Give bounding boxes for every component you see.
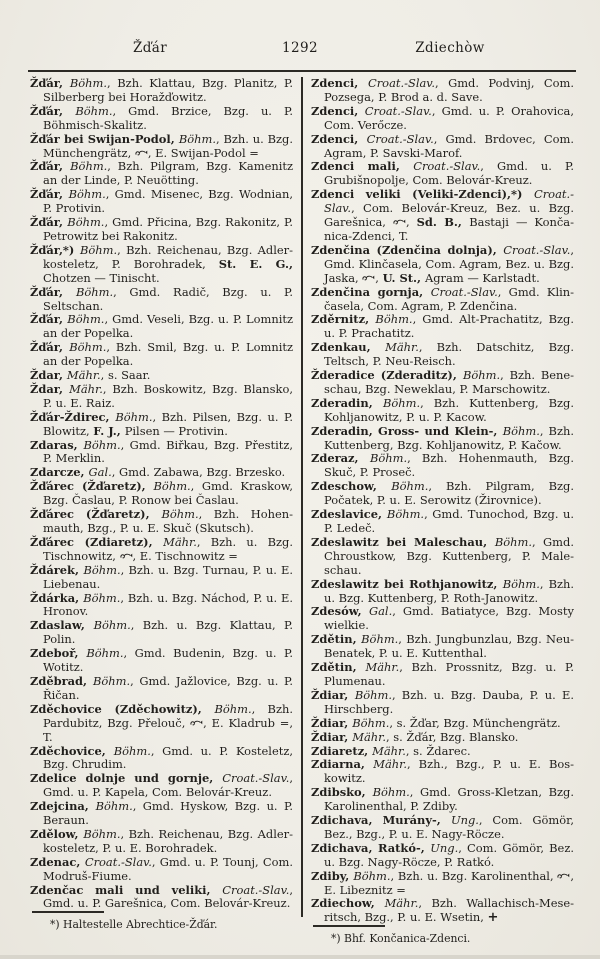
entry-text: , [405,215,417,230]
posthorn-icon [557,869,570,883]
entry [30,313,293,341]
region-label: Böhm. [113,743,151,758]
entry-text: , Bzh. u. Bzg. Klattau, P. Polin. [43,618,293,647]
place-name: Ždiar, [311,729,353,744]
place-name: Žďár, [30,215,68,230]
entry-text: , Bzh. Prossnitz, Bzg. u. P. Plumenau. [324,660,574,688]
region-label: Mähr. [69,381,103,396]
entry-text: , Bzh. u. Bzg. Kuttenberg, P. Roth-Janowitz. [324,576,574,605]
place-name: Zdichava, Murány-, [311,813,451,828]
region-label: Böhm. [68,187,106,202]
entry [311,425,574,453]
entry [311,397,574,425]
entry [30,647,293,675]
entry [30,160,293,188]
region-label: Böhm. [383,395,421,410]
page-number: 1292 [282,40,318,56]
place-name: Zdeboř, [30,646,87,661]
region-label: Böhm. [214,701,252,716]
region-label: Mähr. [372,743,406,758]
place-name: Zdaras, [30,437,84,452]
entry [311,717,574,731]
entry [30,508,293,536]
place-name: Zdichava, Ratkó-, [311,840,431,855]
entry-text: , Gmd. u. P. Grubišnopolje, Com. Belovár-Kreuz. [324,159,574,188]
place-name: Zdiechow, [311,896,385,911]
place-name: Zdejcina, [30,799,96,814]
place-name: Zdenci mali, [311,159,414,174]
entry-text: , Bzh. Smil, Bzg. u. P. Lomnitz an der Popelka. [43,340,294,369]
entry-text: Chotzen — Tinischt. [43,270,160,285]
region-label: Böhm. [361,632,399,647]
entry-text: , s. Ždarec. [405,743,471,758]
footnote: *) Bhf. Končanica-Zdenci. [331,931,471,945]
footnote-rule [313,925,385,926]
region-label: Croat.-Slav. [366,131,434,146]
column-left [30,77,293,929]
entry-text: Pilsen — Protivin. [124,423,228,438]
entry [311,731,574,745]
entry-text: , Gmd. Radič, Bzg. u. P. Seltschan. [43,284,293,313]
entry-text: , Bzh. Datschitz, Bzg. Teltsch, P. Neu-Reisch. [324,340,574,369]
region-label: Böhm. [69,76,108,90]
place-name: Zdenčac mali und veliki, [30,882,223,897]
entry-text: , Bzh. Jungbunzlau, Bzg. Neu-Benatek, P. u. E. Kuttenthal. [324,632,574,661]
place-name: Zdenci, [311,131,367,146]
header-keyword-right: Zdiechòw [415,40,485,56]
region-label: Mähr. [385,340,419,355]
entry [311,286,574,314]
railway-abbr: St. E. G., [218,256,293,271]
region-label: Böhm. [352,715,390,730]
entry-text: , Bzh. Pilgram, Bzg. Kamenitz an der Linde, P. Neuötting. [43,159,293,188]
place-name: Zdeslawitz bei Rothjanowitz, [311,576,503,591]
footnote-block-right [311,925,574,958]
entry-text: , Bzh. Kuttenberg, Bzg. Kohljanowitz, P. Kačow. [324,423,574,452]
place-name: Žďár bei Swijan-Podol, [30,131,179,146]
entry-text: , E. Libeznitz = [324,868,575,897]
entry [311,133,574,161]
footnote-block-left [30,911,293,944]
place-name: Žďár, [30,76,70,90]
place-name: Zdenci, [311,76,368,90]
header-keyword-left: Žďár [132,40,168,56]
entry [30,244,293,286]
region-label: Böhm. [83,562,121,577]
entry-text: , Gmd. Chroustkow, Bzg. Kuttenberg, P. Maleschau. [324,534,574,577]
place-name: Zdenčina (Zdenčina dolnja), [311,242,504,257]
entry [311,758,574,786]
region-label: Böhm. [70,159,108,174]
entry [30,133,293,161]
region-label: Böhm. [83,437,121,452]
region-label: Böhm. [178,131,217,146]
region-label: Böhm. [370,451,408,466]
entry-text: , s. Žďar, Bzg. Münchengrätz. [389,715,561,730]
region-label: Böhm. [354,687,392,702]
region-label: Böhm. [353,868,391,883]
entry [30,105,293,133]
entry [311,842,574,870]
place-name: Ždar, [30,381,70,396]
posthorn-icon [393,215,406,229]
entry [30,675,293,703]
entry-text: , Gmd. u. P. Orahovica, Com. Verőcze. [324,103,574,132]
entry [30,411,293,439]
entry [311,508,574,536]
railway-abbr: Sd. B., [416,215,470,230]
region-label: Böhm. [95,799,133,814]
entry-text: Agram — Karlstadt. [424,270,540,285]
region-label: Böhm. [502,423,540,438]
entry [30,856,293,884]
place-name: Zdělow, [30,826,84,841]
entry-text: , Bzh. Reichenau, Bzg. Adlerkosteletz, P. Borohradek, [43,242,293,271]
region-label: Böhm. [494,534,532,549]
place-name: Zdenčina gornja, [311,284,431,299]
place-name: Zdenkau, [311,340,386,355]
entry-text: , Bzh. Beneschau, Bzg. Neweklau, P. Marschowitz. [324,368,574,396]
column-divider [301,77,303,917]
entry-text: , Bzh. u. Bzg. Turnau, P. u. E. Liebenau. [43,562,293,591]
entry [30,77,293,105]
entry-text: , Gmd. Brdovec, Com. Agram, P. Savski-Marof. [324,131,574,160]
region-label: Croat.-Slav. [367,76,436,90]
entry-text: , Com. Gömör, Bez., Bzg., P. u. E. Nagy-Röcze. [324,813,574,841]
entry [30,216,293,244]
entry-text: , Bzh. Boskowitz, Bzg. Blansko, P. u. E. Raiz. [43,381,293,410]
place-name: Žderadice (Zderaditz), [311,368,463,383]
place-name: Zderadin, Gross- und Klein-, [311,423,503,438]
place-name: Žďár, [30,284,76,299]
entry [311,633,574,661]
region-label: Böhm. [391,479,429,494]
place-name: Zdenci, [311,103,365,118]
region-label: Ung. [430,840,459,855]
region-label: Böhm. [69,340,107,355]
place-name: Žďár, [30,159,71,174]
region-label: Böhm. [153,479,191,494]
entry-text: , Gmd. Zabawa, Bzg. Brzesko. [111,465,286,480]
region-label: Mähr. [373,757,407,772]
entry-text: , Gmd. u. P. Kapela, Com. Belovár-Kreuz. [43,771,293,800]
entry [30,828,293,856]
entry-text: , Bzh. Wallachisch-Meseritsch, Bzg., P. u. E. Wsetin, [324,896,574,925]
place-name: Zdenci veliki (Veliki-Zdenci),*) [311,187,534,202]
entry-text: , Gmd. Brzice, Bzg. u. P. Böhmisch-Skalitz. [43,103,293,132]
entry [311,578,574,606]
header-rule [28,70,576,72]
place-name: Žďár, [30,103,76,118]
entry-text: Bastaji — Končanica-Zdenci, T. [324,215,574,243]
place-name: Žďár, [30,187,69,202]
entry-text: , Gmd. Jažlovice, Bzg. u. P. Řičan. [43,673,293,702]
entry [30,745,293,773]
entry-text: , [375,270,383,285]
region-label: Ung. [450,813,479,828]
entry-text: , E. Swijan-Podol = [147,145,259,160]
place-name: Zděrnitz, [311,312,376,327]
place-name: Zdeslavice, [311,507,387,522]
region-label: Gal. [88,465,112,480]
column-right [311,76,575,945]
place-name: Zdiarna, [311,757,374,772]
entry-text: , Bzh. u. Bzg. Náchod, P. u. E. Hronov. [43,590,293,619]
entry-text: , Gmd. Podvinj, Com. Pozsega, P. Brod a. d. Save. [324,76,574,104]
place-name: Zděbrad, [30,673,93,688]
entry [311,105,574,133]
entry-text: , Gmd. Budenin, Bzg. u. P. Wotitz. [43,646,294,675]
place-name: Zděchovice, [30,743,114,758]
place-name: Zdenac, [30,854,85,869]
place-name: Zdeschow, [311,479,392,494]
place-name: Žďár, [30,312,68,327]
entry [311,341,574,369]
place-name: Zdesów, [311,604,369,619]
region-label: Böhm. [86,646,124,661]
entry [311,605,574,633]
entry-text: , Gmd. Klinčasela, Com. Agram, Bez. u. Bzg. Jaska, [324,242,574,285]
entry [311,452,574,480]
entry-text: , Bzh. Hohenmauth, Bzg. Skuč, P. Proseč. [324,451,574,480]
entry-text: , E. Kladrub =, T. [43,715,294,744]
entry-text: , Bzh. u. Bzg. Dauba, P. u. E. Hirschberg. [324,687,574,716]
region-label: Mähr. [352,729,387,744]
entry-text: , Gmd. Hyskow, Bzg. u. P. Beraun. [43,799,294,828]
entry-text: , Bzh. Pilgram, Bzg. Počatek, P. u. E. Serowitz (Žirovnice). [324,479,574,508]
region-label: Croat.-Slav. [413,159,481,174]
region-label: Mähr. [384,896,419,911]
cross-icon: + [487,910,499,926]
entry-text: , Gmd. u. P. Garešnica, Com. Belovár-Kreuz. [43,882,293,911]
footnote-rule [32,911,104,912]
entry [30,619,293,647]
entry-text: , Gmd. Batiatyce, Bzg. Mosty wielkie. [324,604,574,633]
entry-text: , E. Tischnowitz = [132,548,238,563]
place-name: Ždárka, [30,590,84,605]
entry [311,870,574,898]
entry [30,383,293,411]
entry-text: , s. Žďár, Bzg. Blansko. [386,729,519,744]
entry-text: , Bzh. Kuttenberg, Bzg. Kohljanowitz, P. u. P. Kacow. [324,395,574,424]
region-label: Böhm. [386,507,425,522]
place-name: Žďárec (Zdiaretz), [30,534,164,549]
entry [311,77,574,105]
entry [30,286,293,314]
entry-text: , Gmd. Gross-Kletzan, Bzg. Karolinenthal, P. Zdiby. [324,785,574,814]
place-name: Žďár, [30,340,70,355]
entry-text: , Gmd. Misenec, Bzg. Wodnian, P. Protivin. [43,187,293,216]
posthorn-icon [362,271,375,285]
region-label: Böhm. [93,618,131,633]
place-name: Zdaslaw, [30,618,94,633]
place-name: Žďárec (Žďaretz), [30,507,162,522]
entry-list-right [311,77,574,925]
entry [30,592,293,620]
region-label: Böhm. [115,409,153,424]
entry [30,341,293,369]
place-name: Zdarcze, [30,465,89,480]
entry [30,772,293,800]
region-label: Böhm. [375,312,413,327]
entry [311,897,574,925]
posthorn-icon [120,549,133,563]
region-label: Croat.-Slav. [84,854,152,869]
place-name: Žďárec (Žďaretz), [30,479,154,494]
entry [30,564,293,592]
entry-text: , Bzh., Bzg., P. u. E. Boskowitz. [324,757,574,786]
entry-text: , Gmd. Alt-Prachatitz, Bzg. u. P. Prachatitz. [324,312,574,341]
region-label: Böhm. [83,826,121,841]
place-name: Ždar, [30,368,67,383]
region-label: Böhm. [67,312,105,327]
region-label: Mähr. [365,660,400,675]
text-columns [30,76,578,945]
footnote: *) Haltestelle Abrechtice-Žďár. [50,917,218,931]
entry [30,369,293,383]
entry [311,786,574,814]
entry [30,703,293,745]
entry-text: , Bzh. Pardubitz, Bzg. Přelouč, [43,701,293,730]
entry [30,800,293,828]
place-name: Zdětin, [311,632,362,647]
entry-text: , Gmd. Veseli, Bzg. u. P. Lomnitz an der Popelka. [43,312,293,341]
place-name: Ždárek, [30,562,84,577]
railway-abbr: F. J., [93,423,125,438]
region-label: Böhm. [92,673,131,688]
entry-text: , Bzh. u. Bzg. Tischnowitz, [43,534,293,563]
place-name: Zdibsko, [311,785,373,800]
entry [311,814,574,842]
entry-text: , Bzh. u. Bzg. Karolinenthal, [390,868,558,883]
page-header [0,40,600,66]
entry [30,188,293,216]
region-label: Croat.-Slav. [222,771,290,786]
entry [311,369,574,397]
entry [311,536,574,578]
entry [30,466,293,480]
region-label: Croat.-Slav. [503,242,571,257]
entry [311,188,574,244]
posthorn-icon [190,716,203,730]
place-name: Zdiby, [311,868,354,883]
region-label: Böhm. [372,785,410,800]
region-label: Böhm. [462,368,501,383]
entry-text: , Gmd. Klinčasela, Com. Agram, P. Zdenčina. [324,284,574,313]
region-label: Croat.-Slav. [430,284,498,299]
entry-text: , Gmd. u. P. Tounj, Com. Modruš-Fiume. [43,854,293,883]
region-label: Böhm. [83,590,121,605]
entry [311,745,574,759]
region-label: Böhm. [67,215,105,230]
entry-text: , Bzh. Klattau, Bzg. Planitz, P. Silberberg bei Horažďowitz. [43,76,293,104]
entry [311,661,574,689]
entry-text: , s. Saar. [100,368,151,383]
railway-abbr: U. St., [382,270,425,285]
region-label: Gal. [368,604,393,619]
posthorn-icon [135,146,148,160]
entry-text: , Com. Belovár-Kreuz, Bez. u. Bzg. Garešnica, [324,201,574,230]
entry [311,160,574,188]
entry-list-left [30,77,293,911]
entry [311,480,574,508]
entry-text: , Bzh. u. Bzg. Münchengrätz, [43,131,293,160]
entry [30,439,293,467]
place-name: Zdiaretz, [311,743,373,758]
region-label: Mähr. [66,368,101,383]
region-label: Mähr. [163,534,197,549]
entry [311,313,574,341]
entry [311,244,574,286]
entry-text: , Gmd. u. P. Kosteletz, Bzg. Chrudim. [43,743,293,772]
entry-text: , Gmd. Kraskow, Bzg. Časlau, P. Ronow bei Časlau. [43,479,293,508]
entry-text: , Bzh. Hohenmauth, Bzg., P. u. E. Skuč (Skutsch). [43,507,293,535]
entry-text: , Com. Gömör, Bez. u. Bzg. Nagy-Röcze, P. Ratkó. [324,840,574,869]
entry-text: , Gmd. Tunochod, Bzg. u. P. Ledeč. [324,507,575,535]
region-label: Croat.-Slav. [364,103,432,118]
entry [30,480,293,508]
region-label: Croat.-Slav. [222,882,290,897]
place-name: Ždiar, [311,715,353,730]
region-label: Böhm. [75,103,113,118]
entry-text: , Bzh. Pilsen, Bzg. u. P. Blowitz, [43,409,293,438]
place-name: Zděchovice (Zděchowitz), [30,701,215,716]
entry-text: , Gmd. Biřkau, Bzg. Přestitz, P. Merklin. [43,437,293,466]
entry [30,884,293,912]
place-name: Zdětin, [311,660,366,675]
entry-text: , Gmd. Přicina, Bzg. Rakonitz, P. Petrowitz bei Rakonitz. [43,215,293,243]
region-label: Böhm. [75,284,114,299]
place-name: Žďár,*) [30,242,80,257]
region-label: Croat.-Slav. [324,187,574,216]
entry [30,536,293,564]
place-name: Zderaz, [311,451,371,466]
place-name: Zderadin, [311,395,384,410]
entry [311,689,574,717]
place-name: Zdelice dolnje und gornje, [30,771,223,786]
place-name: Ždiar, [311,687,355,702]
region-label: Böhm. [502,576,540,591]
place-name: Zdeslawitz bei Maleschau, [311,534,495,549]
place-name: Žďár-Ždirec, [30,409,116,424]
region-label: Böhm. [161,507,199,522]
region-label: Böhm. [80,242,118,257]
entry-text: , Bzh. Reichenau, Bzg. Adlerkosteletz, P. u. E. Borohradek. [43,826,293,855]
